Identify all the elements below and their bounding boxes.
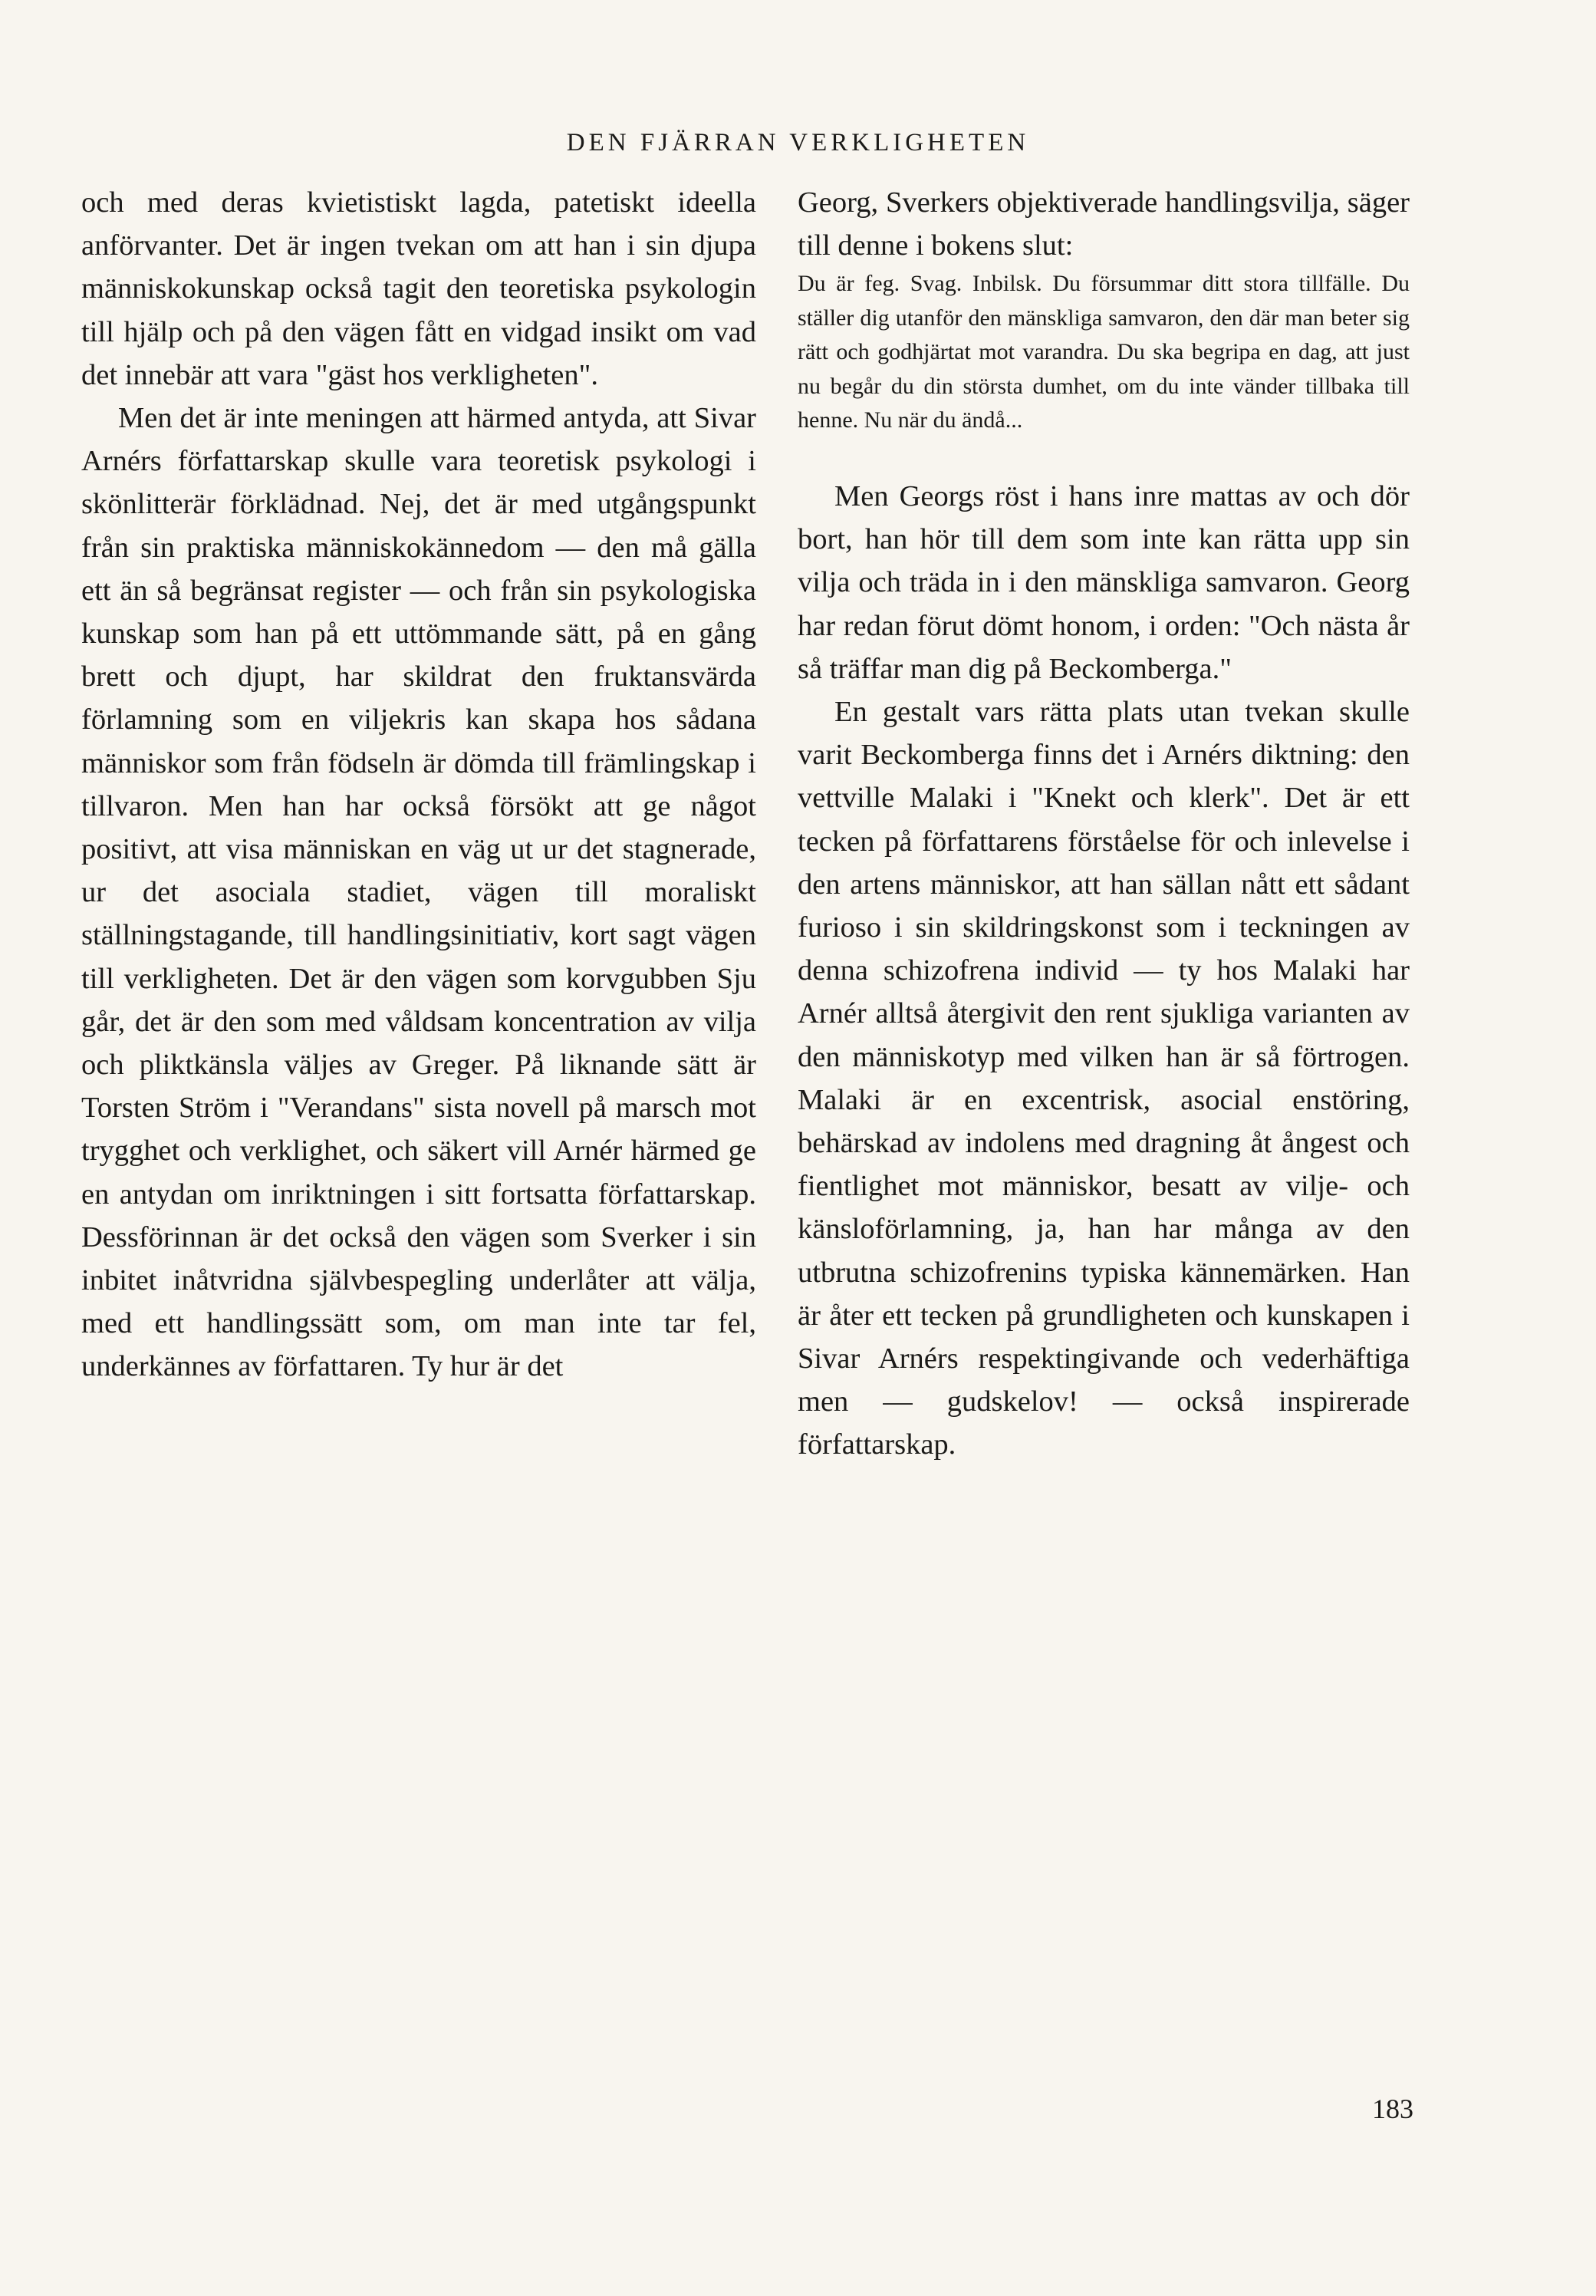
page-number: 183 (1372, 2093, 1413, 2124)
paragraph: En gestalt vars rätta plats utan tvekan skulle varit Beckomberga finns det i Arnérs diktning: den vettville Malaki i "Knekt och klerk". Det är ett tecken på författarens förståelse för och inlevelse i den artens människor, att han sällan nått ett sådant furioso i sin skildringskonst som i teckningen av denna schizofrena individ — ty hos Malaki har Arnér alltså återgivit den rent sjukliga varianten av den människotyp med vilken han är så förtrogen. Malaki är en excentrisk, asocial enstöring, behärskad av indolens med dragning åt ångest och fientlighet mot människor, besatt av vilje- och känsloförlamning, ja, han har många av den utbrutna schizofrenins typiska kännemärken. Han är åter ett tecken på grundligheten och kunskapen i Sivar Arnérs respektingivande och vederhäftiga men — gudskelov! — också inspirerade författarskap. (798, 695, 1410, 1461)
left-column (81, 181, 756, 1388)
paragraph: Georg, Sverkers objektiverade handlingsvilja, säger till denne i bokens slut: (798, 186, 1410, 262)
block-quote: Du är feg. Svag. Inbilsk. Du försummar ditt stora tillfälle. Du ställer dig utanför den mänskliga samvaron, den där man beter sig rätt och godhjärtat mot varandra. Du ska begripa en dag, att just nu begår du din största dumhet, om du inte vänder tillbaka till henne. Nu när du ändå... (798, 271, 1410, 433)
right-column (798, 181, 1410, 1467)
paragraph: och med deras kvietistiskt lagda, patetiskt ideella anförvanter. Det är ingen tvekan om att han i sin djupa människokunskap också tagit den teoretiska psykologin till hjälp och på den vägen fått en vidgad insikt om vad det innebär att vara "gäst hos verkligheten". (81, 186, 756, 391)
paragraph: Men det är inte meningen att härmed antyda, att Sivar Arnérs författarskap skulle vara teoretisk psykologi i skönlitterär förklädnad. Nej, det är med utgångspunkt från sin praktiska människokännedom — den må gälla ett än så begränsat register — och från sin psykologiska kunskap som han på ett uttömmande sätt, på en gång brett och djupt, har skildrat den fruktansvärda förlamning som en viljekris kan skapa hos sådana människor som från födseln är dömda till främlingskap i tillvaron. Men han har också försökt att ge något positivt, att visa människan en väg ut ur det stagnerade, ur det asociala stadiet, vägen till moraliskt ställningstagande, till handlingsinitiativ, kort sagt vägen till verkligheten. Det är den vägen som korvgubben Sju går, det är den som med våldsam koncentration av vilja och pliktkänsla väljes av Greger. På liknande sätt är Torsten Ström i "Verandans" sista novell på marsch mot trygghet och verklighet, och säkert vill Arnér härmed ge en antydan om inriktningen i sitt fortsatta författarskap. Dessförinnan är det också den vägen som Sverker i sin inbitet inåtvridna självbespegling underlåter att välja, med ett handlingssätt som, om man inte tar fel, underkännes av författaren. Ty hur är det (81, 402, 756, 1383)
paragraph: Men Georgs röst i hans inre mattas av och dör bort, han hör till dem som inte kan rätta upp sin vilja och träda in i den mänskliga samvaron. Georg har redan förut dömt honom, i orden: "Och nästa år så träffar man dig på Beckomberga." (798, 479, 1410, 685)
running-head: DEN FJÄRRAN VERKLIGHETEN (566, 129, 1030, 156)
